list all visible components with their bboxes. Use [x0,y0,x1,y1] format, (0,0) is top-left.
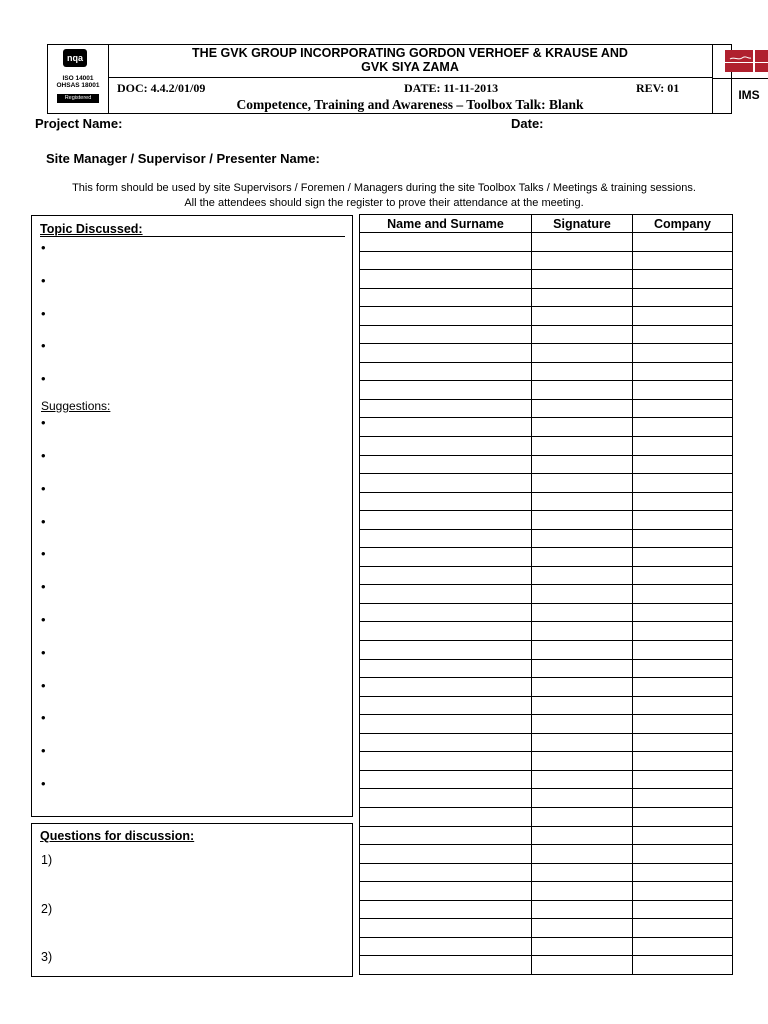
table-row [360,418,733,437]
signature-cell[interactable] [532,381,633,400]
company-cell[interactable] [633,603,733,622]
nqa-registered-bar: Registered [57,94,99,103]
table-row [360,270,733,289]
signature-cell[interactable] [532,603,633,622]
table-row [360,659,733,678]
signature-cell[interactable] [532,474,633,493]
signature-cell[interactable] [532,455,633,474]
name-cell[interactable] [360,399,532,418]
name-cell[interactable] [360,251,532,270]
doc-date: DATE: 11-11-2013 [404,81,499,95]
table-row [360,937,733,956]
company-cell[interactable] [633,770,733,789]
name-cell[interactable] [360,307,532,326]
signature-cell[interactable] [532,678,633,697]
table-row [360,233,733,252]
company-cell[interactable] [633,399,733,418]
signature-cell[interactable] [532,529,633,548]
name-cell[interactable] [360,622,532,641]
table-row [360,919,733,938]
table-row [360,956,733,975]
question-number: 3) [41,950,53,964]
doc-revision: REV: 01 [636,81,680,95]
company-cell[interactable] [633,566,733,585]
attendance-rows [360,233,733,975]
project-name-label: Project Name: [35,116,123,131]
name-cell[interactable] [360,288,532,307]
table-row [360,307,733,326]
signature-cell[interactable] [532,733,633,752]
name-cell[interactable] [360,845,532,864]
signature-cell[interactable] [532,900,633,919]
company-cell[interactable] [633,233,733,252]
nqa-certification-logo [54,49,102,109]
company-cell[interactable] [633,418,733,437]
company-cell[interactable] [633,641,733,660]
presenter-name-label: Site Manager / Supervisor / Presenter Name: [46,151,320,166]
name-cell[interactable] [360,529,532,548]
name-cell[interactable] [360,418,532,437]
company-cell[interactable] [633,344,733,363]
suggestion-bullet: • [41,612,46,627]
name-cell[interactable] [360,715,532,734]
document-header [47,44,760,114]
signature-cell[interactable] [532,770,633,789]
company-cell[interactable] [633,511,733,530]
company-cell[interactable] [633,548,733,567]
company-cell[interactable] [633,882,733,901]
topic-title-rule [40,236,345,237]
table-row [360,622,733,641]
name-cell[interactable] [360,233,532,252]
signature-cell[interactable] [532,641,633,660]
name-cell[interactable] [360,492,532,511]
company-cell[interactable] [633,455,733,474]
name-cell[interactable] [360,566,532,585]
company-cell[interactable] [633,937,733,956]
company-cell[interactable] [633,752,733,771]
table-row [360,529,733,548]
signature-cell[interactable] [532,399,633,418]
column-header-name: Name and Surname [360,215,532,233]
table-row [360,548,733,567]
table-row [360,807,733,826]
name-cell[interactable] [360,882,532,901]
table-row [360,344,733,363]
table-row [360,325,733,344]
suggestions-label: Suggestions: [41,399,111,413]
topic-bullet: • [41,338,46,353]
topic-bullet: • [41,273,46,288]
name-cell[interactable] [360,807,532,826]
signature-cell[interactable] [532,251,633,270]
nqa-iso-line: ISO 14001 [62,75,94,82]
name-cell[interactable] [360,752,532,771]
name-cell[interactable] [360,437,532,456]
signature-cell[interactable] [532,622,633,641]
signature-cell[interactable] [532,752,633,771]
name-cell[interactable] [360,863,532,882]
instruction-line-2: All the attendees should sign the register to prove their attendance at the meeting. [184,197,584,209]
table-row [360,789,733,808]
name-cell[interactable] [360,826,532,845]
name-cell[interactable] [360,956,532,975]
topic-bullet: • [41,240,46,255]
topic-discussed-title: Topic Discussed: [40,222,143,236]
signature-cell[interactable] [532,585,633,604]
table-row [360,826,733,845]
company-cell[interactable] [633,845,733,864]
table-row [360,399,733,418]
signature-cell[interactable] [532,362,633,381]
signature-cell[interactable] [532,956,633,975]
table-row [360,715,733,734]
company-name-line1: THE GVK GROUP INCORPORATING GORDON VERHOEF & KRAUSE AND [192,46,628,60]
name-cell[interactable] [360,603,532,622]
name-cell[interactable] [360,474,532,493]
table-row [360,362,733,381]
suggestion-bullet: • [41,579,46,594]
table-row [360,882,733,901]
table-header-row [360,215,733,233]
company-name-line2: GVK SIYA ZAMA [361,60,459,74]
table-row [360,733,733,752]
table-row [360,251,733,270]
table-row [360,288,733,307]
suggestion-bullet: • [41,776,46,791]
company-cell[interactable] [633,659,733,678]
company-cell[interactable] [633,900,733,919]
suggestion-bullet: • [41,743,46,758]
company-cell[interactable] [633,715,733,734]
company-cell[interactable] [633,696,733,715]
suggestion-bullet: • [41,514,46,529]
nqa-badge: nqa [63,49,87,67]
table-row [360,770,733,789]
company-cell[interactable] [633,307,733,326]
name-cell[interactable] [360,789,532,808]
table-row [360,566,733,585]
signature-cell[interactable] [532,937,633,956]
name-cell[interactable] [360,696,532,715]
company-cell[interactable] [633,251,733,270]
gvk-logo-cell [712,45,768,79]
company-cell[interactable] [633,789,733,808]
date-label: Date: [511,116,544,131]
gvk-logo-icon [725,50,768,72]
questions-title: Questions for discussion: [40,829,195,843]
table-row [360,381,733,400]
signature-cell[interactable] [532,233,633,252]
signature-cell[interactable] [532,696,633,715]
instruction-line-1: This form should be used by site Supervisors / Foremen / Managers during the site Toolbox Talks / Meetings & training sessions. [72,182,696,194]
table-row [360,752,733,771]
topic-bullet: • [41,306,46,321]
company-cell[interactable] [633,622,733,641]
nqa-ohsas-line: OHSAS 18001 [56,82,100,89]
table-row [360,492,733,511]
company-cell[interactable] [633,270,733,289]
name-cell[interactable] [360,511,532,530]
column-header-company: Company [633,215,733,233]
company-cell[interactable] [633,325,733,344]
company-cell[interactable] [633,529,733,548]
signature-cell[interactable] [532,919,633,938]
company-cell[interactable] [633,919,733,938]
company-cell[interactable] [633,956,733,975]
company-cell[interactable] [633,474,733,493]
signature-cell[interactable] [532,715,633,734]
table-row [360,511,733,530]
column-header-signature: Signature [532,215,633,233]
name-cell[interactable] [360,362,532,381]
suggestion-bullet: • [41,645,46,660]
suggestion-bullet: • [41,481,46,496]
name-cell[interactable] [360,770,532,789]
table-row [360,863,733,882]
company-cell[interactable] [633,381,733,400]
signature-cell[interactable] [532,863,633,882]
signature-cell[interactable] [532,492,633,511]
doc-number: DOC: 4.4.2/01/09 [117,81,206,95]
name-cell[interactable] [360,455,532,474]
signature-cell[interactable] [532,418,633,437]
table-row [360,678,733,697]
table-row [360,641,733,660]
signature-cell[interactable] [532,566,633,585]
table-row [360,474,733,493]
name-cell[interactable] [360,344,532,363]
company-cell[interactable] [633,826,733,845]
questions-box [31,823,353,977]
table-row [360,585,733,604]
name-cell[interactable] [360,733,532,752]
name-cell[interactable] [360,325,532,344]
company-cell[interactable] [633,807,733,826]
question-number: 2) [41,902,53,916]
signature-cell[interactable] [532,270,633,289]
company-cell[interactable] [633,585,733,604]
form-subtitle: Competence, Training and Awareness – Toolbox Talk: Blank [236,97,584,112]
suggestion-bullet: • [41,415,46,430]
name-cell[interactable] [360,381,532,400]
name-cell[interactable] [360,900,532,919]
suggestion-bullet: • [41,678,46,693]
name-cell[interactable] [360,659,532,678]
name-cell[interactable] [360,270,532,289]
question-number: 1) [41,853,53,867]
signature-cell[interactable] [532,344,633,363]
nqa-logo-cell [48,45,109,113]
signature-cell[interactable] [532,307,633,326]
suggestion-bullet: • [41,710,46,725]
company-cell[interactable] [633,678,733,697]
topic-bullet: • [41,371,46,386]
suggestion-bullet: • [41,546,46,561]
header-title-cell [108,45,712,113]
signature-cell[interactable] [532,325,633,344]
table-row [360,455,733,474]
name-cell[interactable] [360,641,532,660]
signature-cell[interactable] [532,826,633,845]
company-cell[interactable] [633,362,733,381]
signature-cell[interactable] [532,845,633,864]
signature-cell[interactable] [532,807,633,826]
name-cell[interactable] [360,678,532,697]
table-row [360,900,733,919]
name-cell[interactable] [360,585,532,604]
company-cell[interactable] [633,492,733,511]
suggestion-bullet: • [41,448,46,463]
signature-cell[interactable] [532,437,633,456]
table-row [360,696,733,715]
topic-discussed-box [31,215,353,817]
signature-cell[interactable] [532,288,633,307]
signature-cell[interactable] [532,789,633,808]
signature-cell[interactable] [532,511,633,530]
company-cell[interactable] [633,288,733,307]
name-cell[interactable] [360,937,532,956]
name-cell[interactable] [360,919,532,938]
signature-cell[interactable] [532,548,633,567]
company-cell[interactable] [633,733,733,752]
table-row [360,603,733,622]
header-divider [108,77,712,79]
ims-label: IMS [738,88,760,102]
table-row [360,845,733,864]
company-cell[interactable] [633,863,733,882]
company-cell[interactable] [633,437,733,456]
signature-cell[interactable] [532,882,633,901]
ims-cell [712,78,768,113]
attendance-register-table [359,214,733,975]
table-row [360,437,733,456]
name-cell[interactable] [360,548,532,567]
signature-cell[interactable] [532,659,633,678]
